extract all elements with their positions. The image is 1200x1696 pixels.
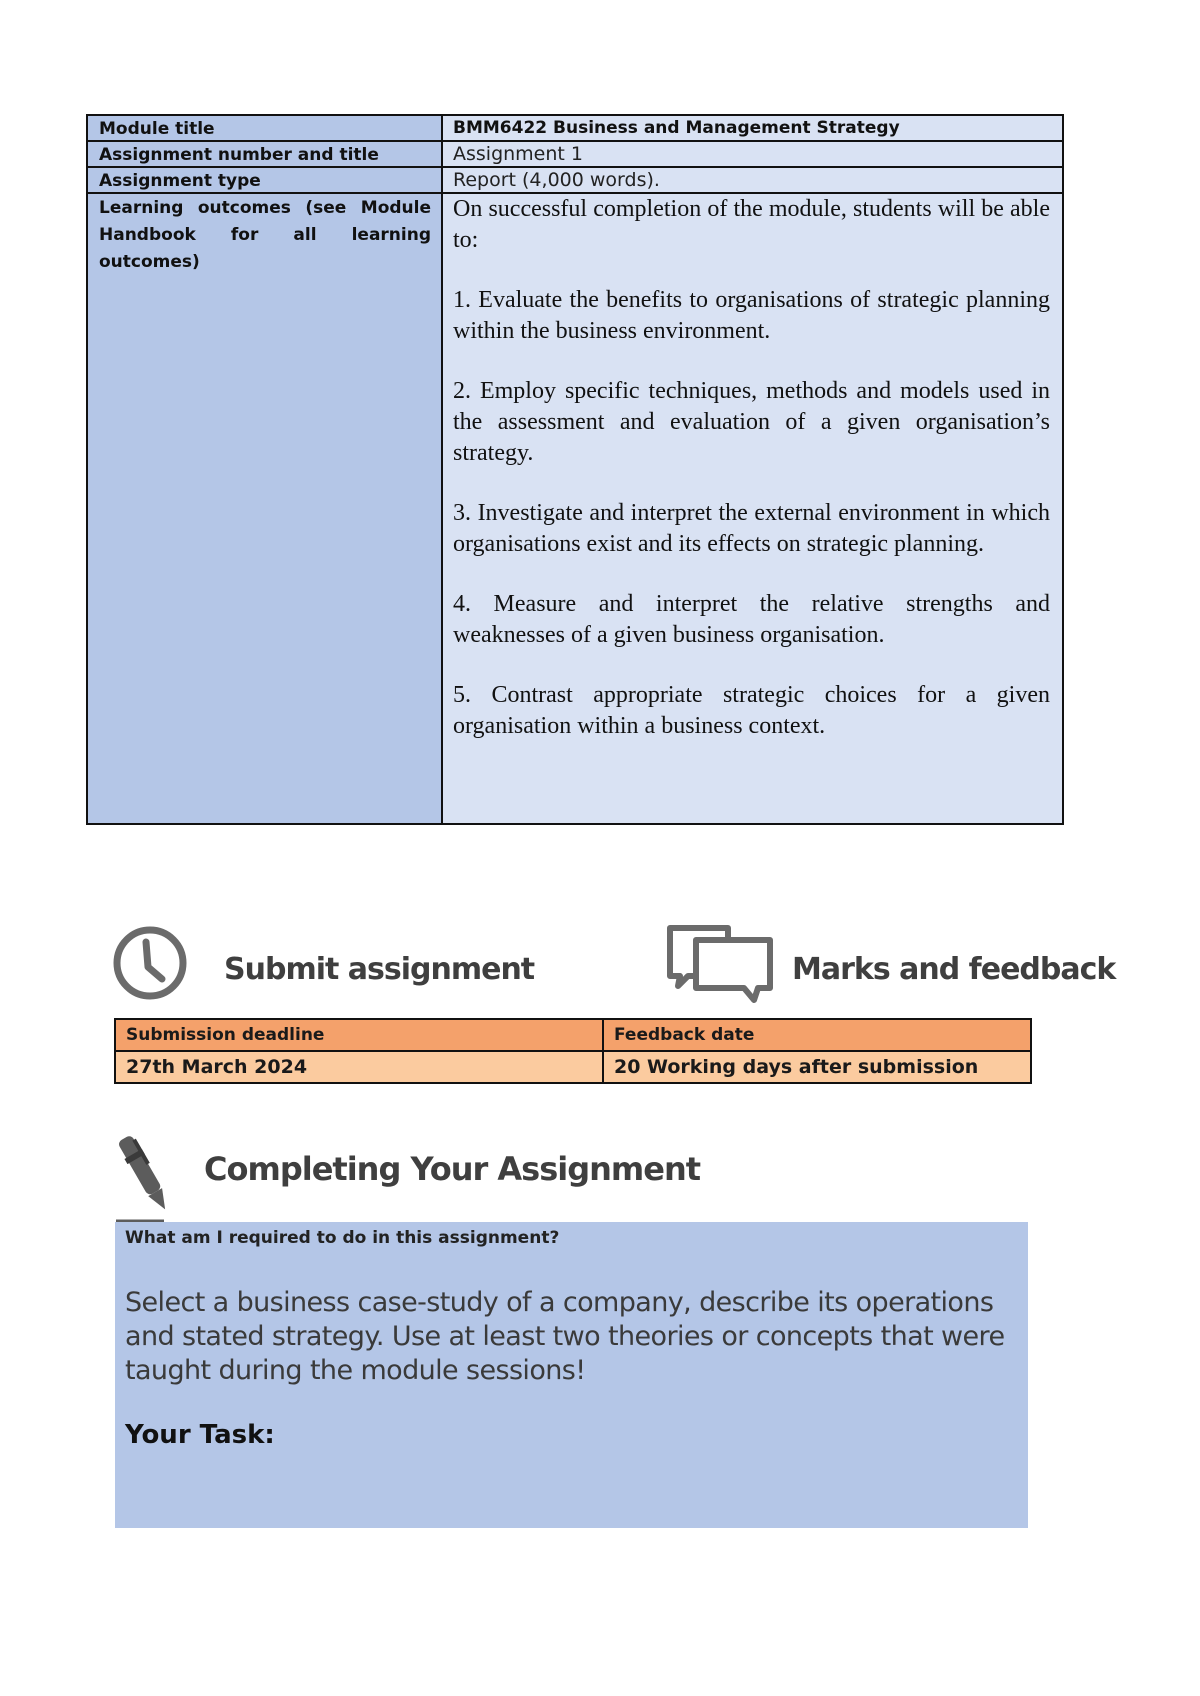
learning-outcome-item: 5. Contrast appropriate strategic choices for a given organisation within a business context.	[453, 682, 1050, 739]
module-title-value: BMM6422 Business and Management Strategy	[442, 115, 1063, 141]
learning-outcome-item: 3. Investigate and interpret the external environment in which organisations exist and its effects on strategic planning.	[453, 500, 1050, 557]
learning-outcome-item: 2. Employ specific techniques, methods and models used in the assessment and evaluation of a given organisation’s strategy.	[453, 378, 1050, 466]
pen-icon	[112, 1128, 182, 1224]
learning-outcome-item: 4. Measure and interpret the relative strengths and weaknesses of a given business organisation.	[453, 591, 1050, 648]
submission-deadline-label: Submission deadline	[115, 1019, 603, 1051]
assignment-type-label: Assignment type	[87, 167, 442, 193]
speech-bubbles-icon	[666, 924, 774, 1004]
submit-assignment-heading: Submit assignment	[224, 952, 535, 987]
task-question: What am I required to do in this assignment?	[125, 1228, 560, 1248]
submission-deadline-value: 27th March 2024	[115, 1051, 603, 1083]
your-task-label: Your Task:	[125, 1420, 275, 1450]
learning-outcome-item: 1. Evaluate the benefits to organisations of strategic planning within the business environment.	[453, 287, 1050, 344]
module-info-table	[86, 114, 1064, 825]
completing-assignment-heading: Completing Your Assignment	[204, 1150, 701, 1188]
deadline-table	[114, 1018, 1032, 1084]
assignment-number-label: Assignment number and title	[87, 141, 442, 167]
assignment-type-value: Report (4,000 words).	[442, 167, 1063, 193]
assignment-number-row	[87, 141, 1063, 167]
learning-outcomes-body	[443, 194, 1062, 742]
task-description: Select a business case-study of a company, describe its operations and stated strategy. Use at least two theories or concepts that were taught during the module sessions!	[125, 1287, 1005, 1386]
learning-outcomes-label: Learning outcomes (see Module Handbook for all learning outcomes)	[87, 193, 442, 824]
learning-outcomes-row	[87, 193, 1063, 824]
deadline-header-row	[115, 1019, 1031, 1051]
module-title-row	[87, 115, 1063, 141]
clock-icon	[112, 925, 188, 1001]
feedback-date-label: Feedback date	[603, 1019, 1031, 1051]
assignment-task-box	[115, 1222, 1028, 1528]
module-title-label: Module title	[87, 115, 442, 141]
assignment-type-row	[87, 167, 1063, 193]
assignment-number-value: Assignment 1	[442, 141, 1063, 167]
learning-outcomes-intro: On successful completion of the module, students will be able to:	[453, 196, 1050, 253]
deadline-value-row	[115, 1051, 1031, 1083]
learning-outcomes-cell	[442, 193, 1063, 824]
feedback-date-value: 20 Working days after submission	[603, 1051, 1031, 1083]
marks-feedback-heading: Marks and feedback	[792, 952, 1116, 987]
